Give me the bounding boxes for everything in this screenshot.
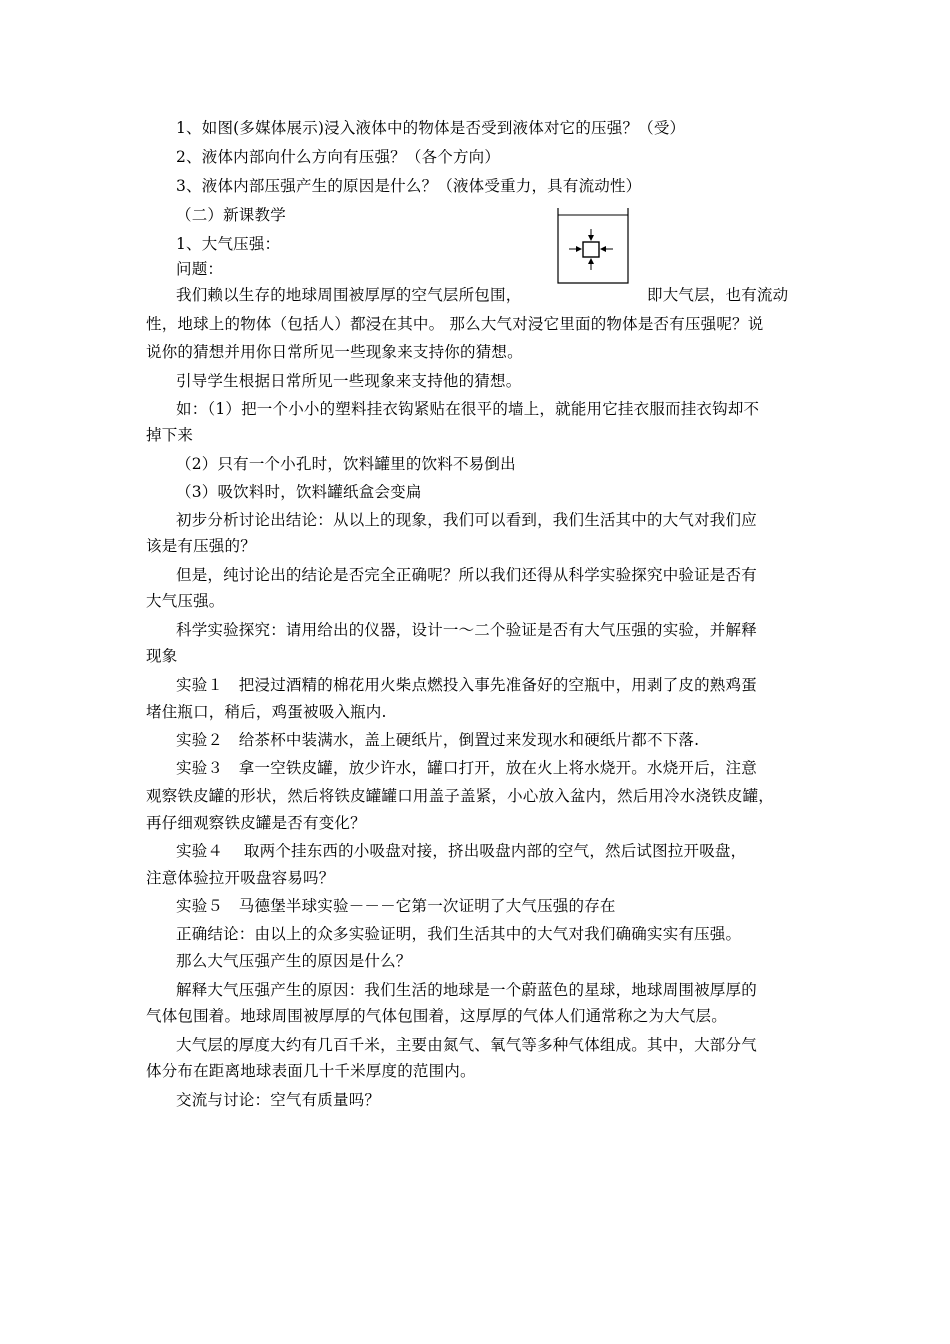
experiment-4b: 注意体验拉开吸盘容易吗？ — [146, 869, 335, 887]
discussion-prompt: 交流与讨论：空气有质量吗？ — [176, 1091, 381, 1109]
cause-question: 那么大气压强产生的原因是什么？ — [176, 952, 412, 970]
experiment-1a: 实验１ 把浸过酒精的棉花用火柴点燃投入事先准备好的空瓶中，用剥了皮的熟鸡蛋 — [176, 676, 757, 694]
review-question-3: 3、液体内部压强产生的原因是什么？（液体受重力，具有流动性） — [176, 177, 642, 195]
container-arrows-figure — [557, 208, 629, 284]
prelim-conclusion-1: 初步分析讨论出结论：从以上的现象，我们可以看到，我们生活其中的大气对我们应 — [176, 511, 757, 529]
topic-heading: 1、大气压强： — [176, 235, 281, 253]
doubt-line-2: 大气压强。 — [146, 592, 225, 610]
example-1b: 掉下来 — [146, 426, 194, 444]
intro-line-1a: 我们赖以生存的地球周围被厚厚的空气层所包围， — [176, 286, 522, 304]
example-3: （3）吸饮料时，饮料罐纸盒会变扁 — [176, 483, 422, 501]
liquid-pressure-diagram — [557, 208, 629, 284]
experiment-3c: 再仔细观察铁皮罐是否有变化？ — [146, 814, 366, 832]
intro-line-3: 说你的猜想并用你日常所见一些现象来支持你的猜想。 — [146, 343, 523, 361]
cause-line-1: 解释大气压强产生的原因：我们生活的地球是一个蔚蓝色的星球，地球周围被厚厚的 — [176, 981, 757, 999]
review-question-2: 2、液体内部向什么方向有压强？（各个方向） — [176, 148, 501, 166]
intro-line-1b: 即大气层，也有流动 — [647, 286, 789, 304]
explore-line-1: 科学实验探究：请用给出的仪器，设计一～二个验证是否有大气压强的实验，并解释 — [176, 621, 757, 639]
immersed-cube — [583, 242, 599, 257]
experiment-3a: 实验３ 拿一空铁皮罐，放少许水，罐口打开，放在火上将水烧开。水烧开后，注意 — [176, 759, 757, 777]
experiment-5: 实验５ 马德堡半球实验－－－它第一次证明了大气压强的存在 — [176, 897, 616, 915]
example-1a: 如：（1）把一个小小的塑料挂衣钩紧贴在很平的墙上，就能用它挂衣服而挂衣钩却不 — [176, 400, 760, 418]
experiment-1b: 堵住瓶口，稍后，鸡蛋被吸入瓶内. — [146, 703, 387, 721]
explore-line-2: 现象 — [146, 647, 178, 665]
experiment-3b: 观察铁皮罐的形状，然后将铁皮罐罐口用盖子盖紧，小心放入盆内，然后用冷水浇铁皮罐， — [146, 787, 775, 805]
container-outline — [558, 208, 628, 283]
question-label: 问题： — [176, 260, 224, 278]
atmosphere-line-2: 体分布在距离地球表面几十千米厚度的范围内。 — [146, 1062, 476, 1080]
example-2: （2）只有一个小孔时，饮料罐里的饮料不易倒出 — [176, 455, 516, 473]
guide-text: 引导学生根据日常所见一些现象来支持他的猜想。 — [176, 372, 522, 390]
experiment-4a: 实验４ 取两个挂东西的小吸盘对接，挤出吸盘内部的空气，然后试图拉开吸盘， — [176, 842, 747, 860]
prelim-conclusion-2: 该是有压强的？ — [146, 537, 256, 555]
experiment-2: 实验２ 给茶杯中装满水，盖上硬纸片，倒置过来发现水和硬纸片都不下落. — [176, 731, 700, 749]
doubt-line-1: 但是，纯讨论出的结论是否完全正确呢？所以我们还得从科学实验探究中验证是否有 — [176, 566, 757, 584]
cause-line-2: 气体包围着。地球周围被厚厚的气体包围着，这厚厚的气体人们通常称之为大气层。 — [146, 1007, 727, 1025]
review-question-1: 1、如图(多媒体展示)浸入液体中的物体是否受到液体对它的压强？（受） — [176, 119, 686, 137]
section-title: （二）新课教学 — [176, 206, 286, 224]
intro-line-2: 性，地球上的物体（包括人）都浸在其中。 那么大气对浸它里面的物体是否有压强呢？说 — [146, 315, 764, 333]
atmosphere-line-1: 大气层的厚度大约有几百千米，主要由氮气、氧气等多种气体组成。其中，大部分气 — [176, 1036, 757, 1054]
correct-conclusion: 正确结论：由以上的众多实验证明，我们生活其中的大气对我们确确实实有压强。 — [176, 925, 742, 943]
